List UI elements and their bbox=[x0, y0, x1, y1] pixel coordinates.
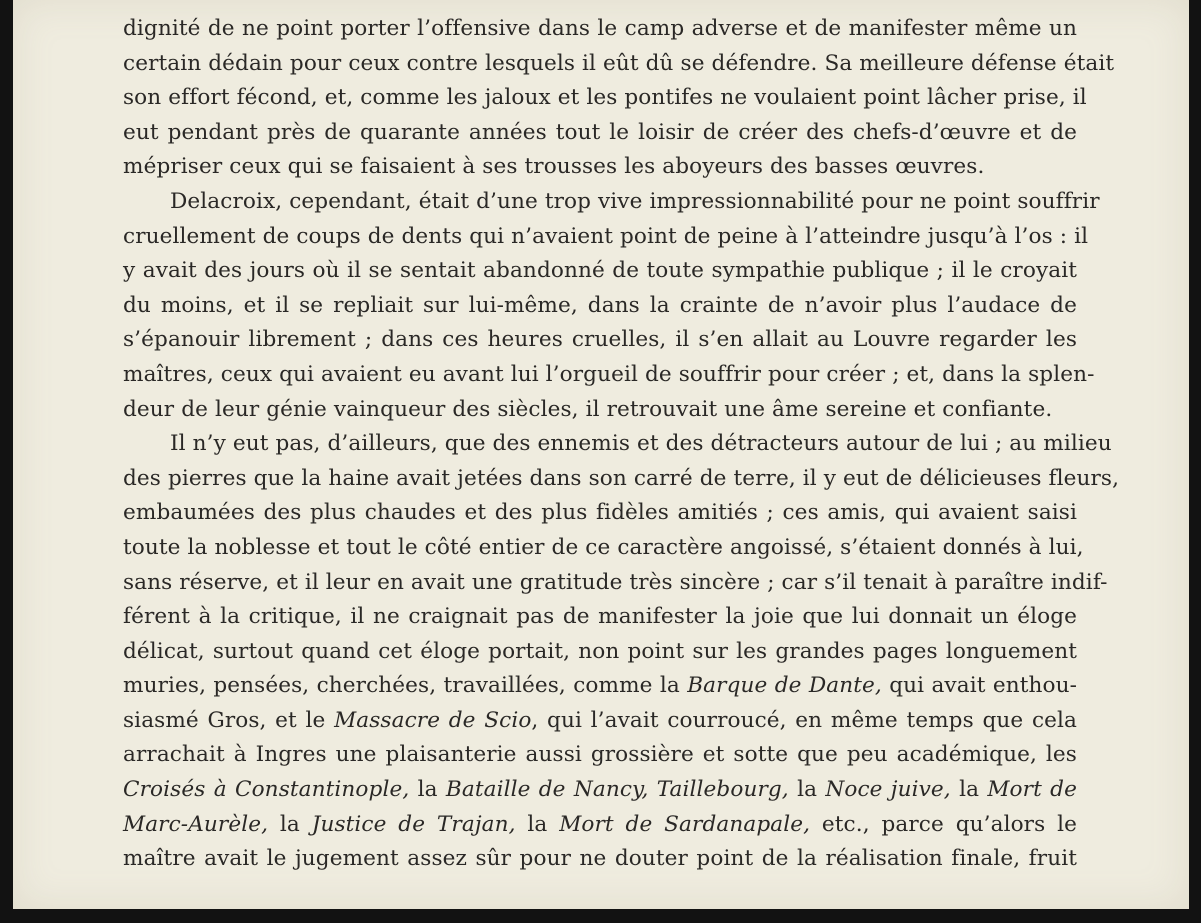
italic-title: Mort de bbox=[987, 777, 1077, 803]
italic-title: Croisés à Constantinople, bbox=[123, 777, 410, 803]
text-run: maître avait le jugement assez sûr pour ne douter point de la réalisation finale, fruit bbox=[123, 846, 1077, 872]
text-run: deur de leur génie vainqueur des siècles, il retrouvait une âme sereine et confiante. bbox=[123, 396, 1053, 422]
text-run: s’épanouir librement ; dans ces heures cruelles, il s’en allait au Louvre regarder les bbox=[123, 327, 1077, 353]
text-line bbox=[123, 185, 1100, 220]
text-run: etc., parce qu’alors le bbox=[810, 811, 1077, 837]
paragraph bbox=[123, 12, 1115, 185]
text-run: la bbox=[950, 777, 988, 803]
text-run: férent à la critique, il ne craignait pas de manifester la joie que lui donnait un éloge bbox=[123, 604, 1077, 630]
text-run: Il n’y eut pas, d’ailleurs, que des ennemis et des détracteurs autour de lui ; au milieu bbox=[170, 431, 1112, 457]
paragraph bbox=[123, 427, 1120, 877]
text-line bbox=[123, 738, 1077, 773]
text-line bbox=[123, 808, 1077, 843]
text-run: arrachait à Ingres une plaisanterie aussi grossière et sotte que peu académique, les bbox=[123, 742, 1077, 768]
text-line bbox=[123, 842, 1077, 877]
text-line bbox=[123, 393, 1077, 428]
text-line bbox=[123, 358, 1095, 393]
text-line bbox=[123, 635, 1077, 670]
text-run: son effort fécond, et, comme les jaloux et les pontifes ne voulaient point lâcher prise, il bbox=[123, 85, 1087, 111]
text-run: des pierres que la haine avait jetées dans son carré de terre, il y eut de délicieuses fleurs, bbox=[123, 465, 1120, 491]
text-run: Delacroix, cependant, était d’une trop vive impressionnabilité pour ne point souffrir bbox=[170, 188, 1100, 214]
text-line bbox=[123, 81, 1087, 116]
text-run: eut pendant près de quarante années tout le loisir de créer des chefs-d’œuvre et de bbox=[123, 119, 1077, 145]
text-run: y avait des jours où il se sentait abandonné de toute sympathie publique ; il le croyait bbox=[123, 258, 1077, 284]
text-run: certain dédain pour ceux contre lesquels il eût dû se défendre. Sa meilleure défense était bbox=[123, 50, 1115, 76]
text-line bbox=[123, 12, 1077, 47]
text-line bbox=[123, 773, 1077, 808]
text-line bbox=[123, 462, 1120, 497]
body-text bbox=[123, 12, 1120, 877]
text-run: , qui l’avait courroucé, en même temps que cela bbox=[531, 707, 1077, 733]
italic-title: Marc-Aurèle, bbox=[123, 811, 269, 837]
italic-title: Bataille de Nancy, Taillebourg, bbox=[445, 777, 789, 803]
text-line bbox=[123, 323, 1077, 358]
text-run: la bbox=[515, 811, 560, 837]
italic-title: Barque de Dante, bbox=[687, 673, 882, 699]
text-line bbox=[123, 116, 1077, 151]
text-run: toute la noblesse et tout le côté entier de ce caractère angoissé, s’étaient donnés à lui, bbox=[123, 534, 1084, 560]
book-page bbox=[13, 0, 1189, 909]
text-line bbox=[123, 47, 1115, 82]
text-line bbox=[123, 254, 1077, 289]
text-run: la bbox=[788, 777, 826, 803]
text-line bbox=[123, 427, 1112, 462]
text-run: la bbox=[268, 811, 312, 837]
text-line bbox=[123, 600, 1077, 635]
text-line bbox=[123, 150, 1077, 185]
text-line bbox=[123, 289, 1077, 324]
text-run: qui avait enthou- bbox=[881, 673, 1077, 699]
text-run: cruellement de coups de dents qui n’avaient point de peine à l’atteindre jusqu’à l’os : il bbox=[123, 223, 1089, 249]
text-line bbox=[123, 669, 1077, 704]
text-run: sans réserve, et il leur en avait une gratitude très sincère ; car s’il tenait à paraître indif- bbox=[123, 569, 1108, 595]
text-run: la bbox=[409, 777, 446, 803]
italic-title: Mort de Sardanapale, bbox=[559, 811, 811, 837]
italic-title: Justice de Trajan, bbox=[311, 811, 516, 837]
text-line bbox=[123, 531, 1084, 566]
paragraph bbox=[123, 185, 1100, 427]
italic-title: Noce juive, bbox=[825, 777, 951, 803]
text-run: muries, pensées, cherchées, travaillées, comme la bbox=[123, 673, 688, 699]
italic-title: Massacre de Scio bbox=[334, 707, 532, 733]
text-line bbox=[123, 496, 1077, 531]
text-line bbox=[123, 566, 1108, 601]
text-run: mépriser ceux qui se faisaient à ses trousses les aboyeurs des basses œuvres. bbox=[123, 154, 985, 180]
text-run: du moins, et il se repliait sur lui-même, dans la crainte de n’avoir plus l’audace de bbox=[123, 292, 1077, 318]
text-line bbox=[123, 220, 1089, 255]
text-run: délicat, surtout quand cet éloge portait, non point sur les grandes pages longuement bbox=[123, 638, 1077, 664]
text-run: siasmé Gros, et le bbox=[123, 707, 335, 733]
text-run: maîtres, ceux qui avaient eu avant lui l’orgueil de souffrir pour créer ; et, dans la splen- bbox=[123, 361, 1095, 387]
text-run: embaumées des plus chaudes et des plus fidèles amitiés ; ces amis, qui avaient saisi bbox=[123, 500, 1077, 526]
text-run: dignité de ne point porter l’offensive dans le camp adverse et de manifester même un bbox=[123, 16, 1077, 41]
text-line bbox=[123, 704, 1077, 739]
